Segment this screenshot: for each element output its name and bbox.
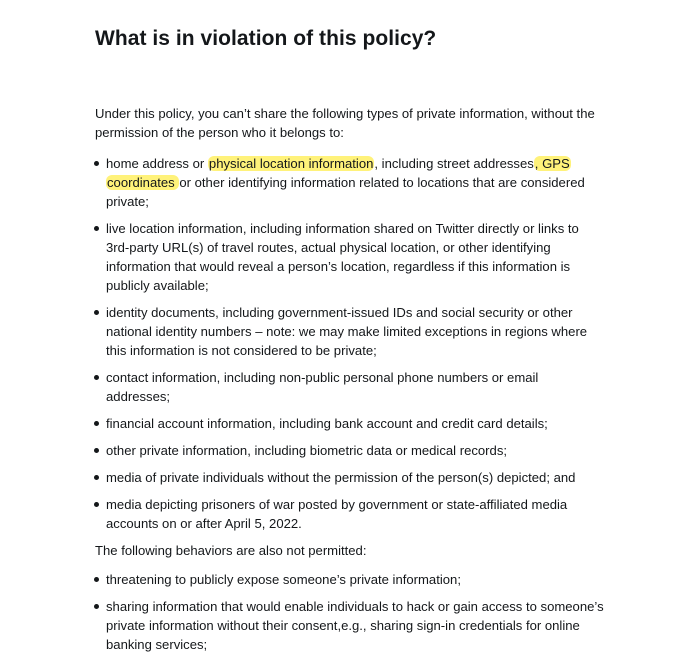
list-item-home-address	[95, 154, 605, 211]
list-item-identity-documents	[95, 303, 605, 360]
list-item-contact-information	[95, 368, 605, 406]
bullet-icon	[94, 226, 99, 231]
behaviors-intro: The following behaviors are also not permitted:	[95, 543, 367, 558]
item-text: or other identifying information related to locations that are considered private;	[106, 175, 585, 209]
page-title: What is in violation of this policy?	[95, 27, 437, 50]
item-text: contact information, including non-public personal phone numbers or email addresses;	[106, 370, 539, 404]
list-item-sharing-access	[95, 597, 605, 654]
item-text: other private information, including biometric data or medical records;	[106, 443, 508, 458]
policy-content	[95, 26, 605, 662]
list-item-prisoners-of-war	[95, 495, 605, 533]
highlighted-text: , GPS coordinates	[107, 156, 570, 190]
bullet-icon	[94, 310, 99, 315]
item-text: home address or	[106, 156, 208, 171]
list-item-threatening	[95, 570, 605, 589]
list-item-other-private	[95, 441, 605, 460]
bullet-icon	[94, 161, 99, 166]
item-text: threatening to publicly expose someone’s private information;	[106, 572, 461, 587]
bullet-icon	[94, 475, 99, 480]
bullet-icon	[94, 604, 99, 609]
bullet-icon	[94, 448, 99, 453]
private-info-list	[95, 154, 605, 533]
item-text: identity documents, including government-issued IDs and social security or other national identity numbers – note: we may make limited exceptions in regions where this information is not considered to be private;	[106, 305, 588, 358]
item-text: , including street addresses	[374, 156, 534, 171]
bullet-icon	[94, 502, 99, 507]
behaviors-list	[95, 570, 605, 654]
item-text: sharing information that would enable individuals to hack or gain access to someone’s private information without their consent,e.g., sharing sign-in credentials for online banking services;	[106, 599, 604, 652]
item-text: financial account information, including bank account and credit card details;	[106, 416, 548, 431]
bullet-icon	[94, 375, 99, 380]
highlighted-text: physical location information	[208, 156, 374, 171]
item-text: media of private individuals without the permission of the person(s) depicted; and	[106, 470, 576, 485]
intro-paragraph: Under this policy, you can’t share the following types of private information, without the permission of the person who it belongs to:	[95, 106, 595, 140]
list-item-financial-account	[95, 414, 605, 433]
list-item-media-private-individuals	[95, 468, 605, 487]
list-item-live-location	[95, 219, 605, 295]
bullet-icon	[94, 421, 99, 426]
item-text: media depicting prisoners of war posted by government or state-affiliated media accounts on or after April 5, 2022.	[106, 497, 568, 531]
bullet-icon	[94, 577, 99, 582]
item-text: live location information, including information shared on Twitter directly or links to 3rd-party URL(s) of travel routes, actual physical location, or other identifying information that would reveal a person’s location, regardless if this information is publicly available;	[106, 221, 579, 293]
